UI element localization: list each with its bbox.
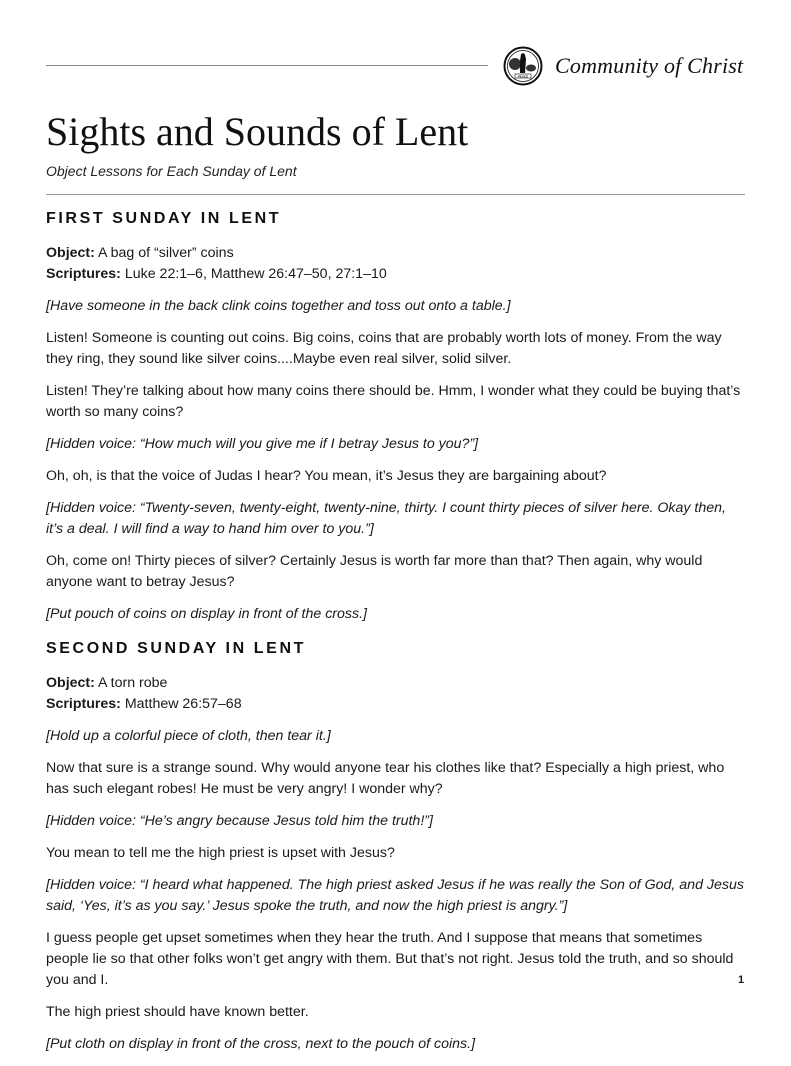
object-value: A bag of “silver” coins [94, 245, 234, 261]
object-line [46, 673, 746, 694]
community-of-christ-logo [503, 44, 743, 88]
narration-paragraph: Oh, come on! Thirty pieces of silver? Certainly Jesus is worth far more than that? Then again, why would anyone want to betray Jesus? [46, 553, 703, 590]
narration-paragraph: Listen! They’re talking about how many coins there should be. Hmm, I wonder what they could be buying that’s worth so many coins? [46, 383, 741, 420]
object-value: A torn robe [94, 675, 168, 691]
section-heading: FIRST SUNDAY IN LENT [46, 210, 282, 227]
logo-text: Community of Christ [555, 53, 744, 78]
section-meta [46, 243, 746, 285]
stage-direction: [Have someone in the back clink coins together and toss out onto a table.] [46, 298, 511, 314]
section-meta [46, 673, 746, 715]
document-body [46, 208, 746, 1066]
section-first-sunday [46, 208, 746, 625]
narration-paragraph: Oh, oh, is that the voice of Judas I hear? You mean, it’s Jesus they are bargaining about? [46, 468, 607, 484]
title-rule [46, 194, 745, 195]
narration-paragraph: Now that sure is a strange sound. Why would anyone tear his clothes like that? Especially a high priest, who has such elegant robes! He must be very angry! I wonder why? [46, 760, 725, 797]
object-line [46, 243, 746, 264]
header-rule [46, 65, 488, 66]
hidden-voice: [Hidden voice: “He’s angry because Jesus told him the truth!”] [46, 813, 433, 829]
narration-paragraph: I guess people get upset sometimes when they hear the truth. And I suppose that means that sometimes people lie so that other folks won’t get angry with them. But that’s not right. Jesus told the truth, and so should you and I. [46, 930, 734, 988]
scriptures-line [46, 694, 746, 715]
stage-direction: [Put pouch of coins on display in front of the cross.] [46, 606, 367, 622]
scriptures-value: Matthew 26:57–68 [120, 696, 242, 712]
page-number: 1 [738, 974, 745, 986]
stage-direction: [Hold up a colorful piece of cloth, then tear it.] [46, 728, 331, 744]
page-subtitle: Object Lessons for Each Sunday of Lent [46, 163, 297, 179]
scriptures-value: Luke 22:1–6, Matthew 26:47–50, 27:1–10 [120, 266, 387, 282]
narration-paragraph: Listen! Someone is counting out coins. Big coins, coins that are probably worth lots of money. From the way they ring, they sound like silver coins....Maybe even real silver, solid silver. [46, 330, 722, 367]
scriptures-label: Scriptures: [46, 696, 121, 712]
section-second-sunday [46, 638, 746, 1055]
hidden-voice: [Hidden voice: “I heard what happened. The high priest asked Jesus if he was really the Son of God, and Jesus said, ‘Yes, it’s as you say.’ Jesus spoke the truth, and now the high priest is angry.”] [46, 877, 744, 914]
object-label: Object: [46, 675, 95, 691]
scriptures-label: Scriptures: [46, 266, 121, 282]
hidden-voice: [Hidden voice: “How much will you give me if I betray Jesus to you?”] [46, 436, 479, 452]
section-heading: SECOND SUNDAY IN LENT [46, 640, 306, 657]
scriptures-line [46, 264, 746, 285]
object-label: Object: [46, 245, 95, 261]
hidden-voice: [Hidden voice: “Twenty-seven, twenty-eight, twenty-nine, thirty. I count thirty pieces of silver here. Okay then, it’s a deal. I will find a way to hand him over to you.”] [46, 500, 726, 537]
narration-paragraph: The high priest should have known better. [46, 1004, 309, 1020]
stage-direction: [Put cloth on display in front of the cross, next to the pouch of coins.] [46, 1036, 476, 1052]
peace-seal-icon [503, 46, 543, 86]
seal-text: PEACE [517, 74, 529, 79]
narration-paragraph: You mean to tell me the high priest is upset with Jesus? [46, 845, 395, 861]
page-title: Sights and Sounds of Lent [46, 109, 469, 154]
